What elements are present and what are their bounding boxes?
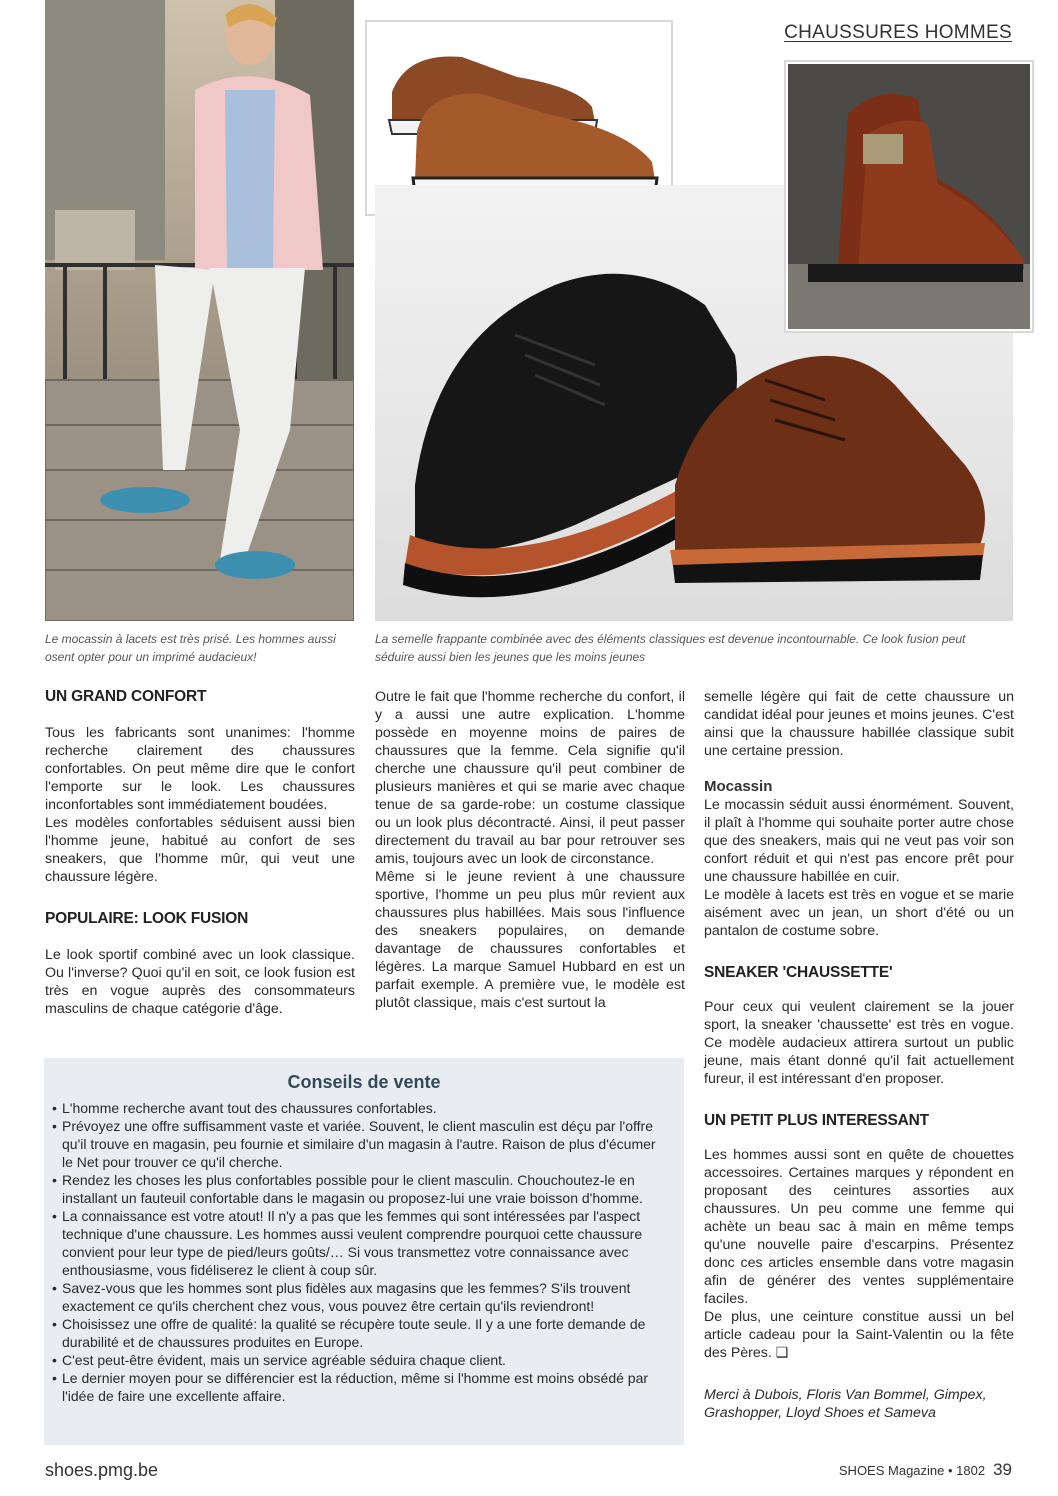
bullet-icon: •: [52, 1316, 57, 1332]
bullet-icon: •: [52, 1100, 57, 1116]
col1-paragraph-2: Les modèles confortables séduisent aussi bien l'homme jeune, habitué au confort de ses sneakers, que l'homme mûr, qui veut une chaussure légère.: [45, 815, 355, 885]
heading-look-fusion: POPULAIRE: LOOK FUSION: [45, 910, 249, 927]
col3-paragraph-3: Le modèle à lacets est très en vogue et se marie aisément avec un jean, un short d'été ou un pantalon de costume sobre.: [704, 887, 1014, 939]
column-2: [375, 688, 685, 1012]
heading-petit-plus: UN PETIT PLUS INTERESSANT: [704, 1112, 929, 1129]
footer-magazine: [839, 1460, 1012, 1480]
bullet-icon: •: [52, 1208, 57, 1224]
col2-paragraph-2: Même si le jeune revient à une chaussure sportive, l'homme un peu plus mûr revient aux chaussures plus habillées. Mais sous l'influence des sneakers populaires, on demande davantage de chaussures confortables et légères. La marque Samuel Hubbard en est un parfait exemple. A première vue, le modèle est plutôt classique, mais c'est surtout la: [375, 869, 685, 1011]
list-item: • L'homme recherche avant tout des chaussures confortables.: [52, 1100, 437, 1116]
caption-left: Le mocassin à lacets est très prisé. Les hommes aussi osent opter pour un imprimé audacieux!: [45, 632, 336, 664]
list-item: • Rendez les choses les plus confortables possible pour le client masculin. Chouchoutez-le en installant un fauteuil confortable dans le magasin ou proposez-lui une vraie boisson d'homme.: [52, 1172, 643, 1206]
bullet-icon: •: [52, 1118, 57, 1134]
bullet-icon: •: [52, 1280, 57, 1296]
sales-tips-box: [44, 1058, 684, 1445]
thanks-note: Merci à Dubois, Floris Van Bommel, Gimpex, Grashopper, Lloyd Shoes et Sameva: [704, 1387, 987, 1421]
list-item: • Choisissez une offre de qualité: la qualité se récupère toute seule. Il y a une forte demande de durabilité et de chaussures produites en Europe.: [52, 1316, 646, 1350]
list-item: • Savez-vous que les hommes sont plus fidèles aux magasins que les femmes? S'ils trouvent exactement ce qu'ils cherchent chez vous, vous pouvez être certain qu'ils reviendront!: [52, 1280, 631, 1314]
sales-tips-list: [44, 1099, 684, 1405]
section-title: CHAUSSURES HOMMES: [784, 22, 1012, 43]
caption-right: La semelle frappante combinée avec des éléments classiques est devenue incontournable. Ce look fusion peut séduire aussi bien les jeunes que les moins jeunes: [375, 632, 966, 664]
magazine-issue: SHOES Magazine • 1802: [838, 1463, 986, 1478]
col1-paragraph-1: Tous les fabricants sont unanimes: l'homme recherche clairement des chaussures confortables. On peut même dire que le confort l'emporte sur le look. Les chaussures inconfortables sont immédiatement boudées.: [45, 725, 355, 813]
col3-paragraph-5: Les hommes aussi sont en quête de chouettes accessoires. Certaines marques y répondent en proposant des ceintures assorties aux chaussures. Un peu comme une femme qui achète un beau sac à main en même temps qu'une nouvelle paire d'escarpins. Présentez donc ces articles ensemble dans votre magasin afin de générer des ventes supplémentaire faciles.: [704, 1147, 1014, 1307]
column-1: [45, 688, 355, 1018]
bullet-icon: •: [52, 1352, 57, 1368]
column-3: [704, 688, 1014, 1422]
col3-paragraph-1: semelle légère qui fait de cette chaussure un candidat idéal pour jeunes et moins jeunes. C'est ainsi que la chaussure habillée classique subit une certaine pression.: [704, 689, 1014, 759]
heading-mocassin: Mocassin: [704, 778, 773, 795]
list-item: • C'est peut-être évident, mais un service agréable séduira chaque client.: [52, 1352, 506, 1368]
website-link[interactable]: shoes.pmg.be: [45, 1460, 159, 1480]
col3-paragraph-2: Le mocassin séduit aussi énormément. Souvent, il plaît à l'homme qui souhaite porter autre chose que des sneakers, mais qui ne veut pas voir son confort réduit et qui n'est pas encore prêt pour une chaussure habillée en cuir.: [704, 797, 1014, 885]
page-number: 39: [993, 1460, 1012, 1479]
col3-paragraph-6: [704, 1308, 1014, 1362]
sales-tips-title: Conseils de vente: [287, 1072, 441, 1092]
col1-paragraph-3: Le look sportif combiné avec un look classique. Ou l'inverse? Quoi qu'il en soit, ce look fusion est très en vogue auprès des consommateurs masculins de chaque catégorie d'âge.: [45, 947, 355, 1017]
bullet-icon: •: [52, 1370, 57, 1386]
bullet-icon: •: [52, 1172, 57, 1188]
heading-sneaker-chaussette: SNEAKER 'CHAUSSETTE': [704, 964, 893, 981]
col2-paragraph-1: Outre le fait que l'homme recherche du confort, il y a aussi une autre explication. L'homme possède en moyenne moins de paires de chaussures que la femme. Cela signifie qu'il cherche une chaussure qu'il peut combiner de plusieurs manières et qui se marie avec chaque tenue de sa garde-robe: un costume classique ou un look plus décontracté. Ainsi, il peut passer directement du travail au bar pour retrouver ses amis, toujours avec un look de circonstance.: [375, 689, 685, 867]
heading-grand-confort: UN GRAND CONFORT: [45, 688, 207, 705]
list-item: • Prévoyez une offre suffisamment vaste et variée. Souvent, le client masculin est déçu par l'offre qu'il trouve en magasin, peu fournie et similaire d'un magasin à l'autre. Raison de plus d'écumer le Net pour trouver ce qu'il cherche.: [52, 1118, 656, 1170]
col3-paragraph-6-text: De plus, une ceinture constitue aussi un bel article cadeau pour la Saint-Valentin ou la fête des Pères.: [704, 1309, 1014, 1361]
end-mark-icon: ❑: [775, 1345, 789, 1361]
photo-man-on-stairs: [45, 0, 354, 621]
list-item: • La connaissance est votre atout! Il n'y a pas que les femmes qui sont intéressées par l'aspect technique d'une chaussure. Les hommes aussi veulent comprendre pourquoi cette chaussure convient pour leur type de pied/leurs goûts/… Si vous transmettez votre connaissance avec enthousiasme, vous fidéliserez le client à coup sûr.: [52, 1208, 643, 1278]
photo-brown-boots: [784, 60, 1034, 333]
list-item: • Le dernier moyen pour se différencier est la réduction, même si l'homme est moins obsédé par l'idée de faire une excellente affaire.: [52, 1370, 649, 1404]
col3-paragraph-4: Pour ceux qui veulent clairement se la jouer sport, la sneaker 'chaussette' est très en vogue. Ce modèle audacieux attirera surtout un public jeune, mais étant donné qu'il fait actuellement fureur, il est intéressant d'en proposer.: [704, 999, 1014, 1087]
